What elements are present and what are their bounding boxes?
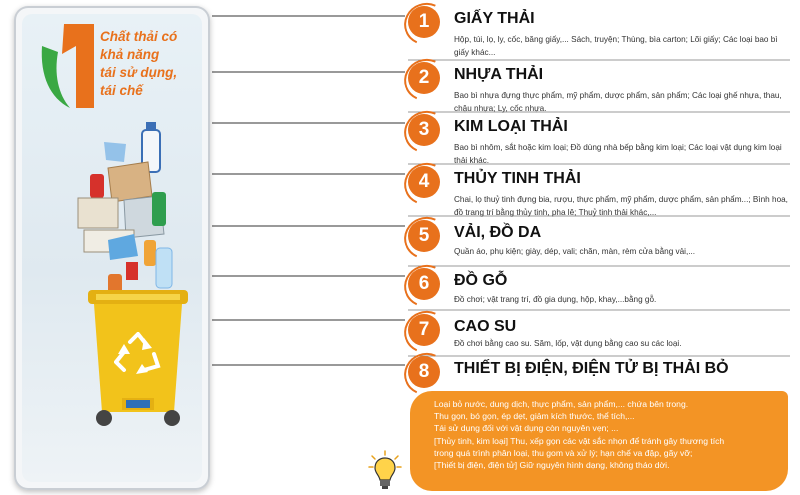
card-title-line: tái chế: [100, 83, 143, 98]
item-number-badge: 3: [408, 114, 440, 146]
item-number-badge: 4: [408, 166, 440, 198]
item-number-badge: 8: [408, 356, 440, 388]
waste-items-icon: [64, 122, 194, 302]
category-card: [14, 6, 210, 490]
card-title: [100, 28, 200, 100]
lightbulb-icon: [368, 450, 402, 492]
item-title: CAO SU: [454, 318, 517, 335]
item-number-badge: 6: [408, 268, 440, 300]
item-description: Bao bì nhựa đựng thực phẩm, mỹ phẩm, dược phẩm, sản phẩm; Các loại ghế nhựa, thau, chậu nhựa; Ly, cốc nhựa.: [454, 91, 782, 113]
card-title-line: Chất thải có: [100, 29, 178, 44]
item-title: GIẤY THẢI: [454, 10, 535, 27]
item-title: KIM LOẠI THẢI: [454, 118, 568, 135]
card-title-line: khả năng: [100, 47, 160, 62]
item-description: Bao bì nhôm, sắt hoặc kim loại; Đồ dùng nhà bếp bằng kim loại; Các loại vật dụng kim loại thải khác.: [454, 143, 782, 165]
card-title-line: tái sử dụng,: [100, 65, 178, 80]
big-number-one: [36, 16, 106, 116]
item-title: THIẾT BỊ ĐIỆN, ĐIỆN TỬ BỊ THẢI BỎ: [454, 360, 729, 377]
recycle-icon: [114, 332, 162, 378]
item-number-badge: 1: [408, 6, 440, 38]
item-description: Đồ chơi; vật trang trí, đồ gia dụng, hộp, khay,...bằng gỗ.: [454, 295, 657, 304]
item-description: Đồ chơi bằng cao su. Săm, lốp, vật dụng bằng cao su các loại.: [454, 339, 682, 348]
item-title: NHỰA THẢI: [454, 66, 544, 83]
item-description: Quần áo, phụ kiện; giày, dép, vali; chăn, màn, rèm cửa bằng vải,...: [454, 247, 696, 256]
item-description: Hộp, túi, lọ, ly, cốc, băng giấy,... Sách, truyện; Thùng, bìa carton; Lõi giấy; Các loại bao bì giấy khác...: [454, 35, 778, 57]
item-description: Chai, lọ thuỷ tinh đựng bia, rượu, thực phẩm, mỹ phẩm, dược phẩm, sản phẩm...; Bình hoa, đồ trang trí bằng thủy tinh, pha lê; Thuỷ tinh thải khác,...: [454, 195, 788, 217]
note-line: [Thủy tinh, kim loại] Thu, xếp gọn các vật sắc nhọn để tránh gây thương tích: [434, 435, 725, 446]
item-number-badge: 2: [408, 62, 440, 94]
note-box: [410, 391, 788, 491]
note-line: [Thiết bị điện, điện tử] Giữ nguyên hình dạng, không tháo dời.: [434, 460, 670, 471]
note-line: Loại bỏ nước, dung dịch, thực phẩm, sản phẩm,... chứa bên trong.: [434, 399, 689, 409]
item-title: VẢI, ĐỒ DA: [454, 224, 542, 241]
item-title: THỦY TINH THẢI: [454, 170, 581, 187]
note-line: Tái sử dụng đối với vật dụng còn nguyên vẹn; ...: [434, 423, 619, 434]
item-number-badge: 5: [408, 220, 440, 252]
note-line: Thu gọn, bó gọn, ép dẹt, giảm kích thước, thể tích,...: [434, 411, 635, 422]
note-line: trong quá trình phân loại, thu gom và xử lý; hạn chế va đập, gãy vỡ;: [434, 447, 693, 458]
item-title: ĐỒ GỖ: [454, 272, 508, 289]
item-number-badge: 7: [408, 314, 440, 346]
